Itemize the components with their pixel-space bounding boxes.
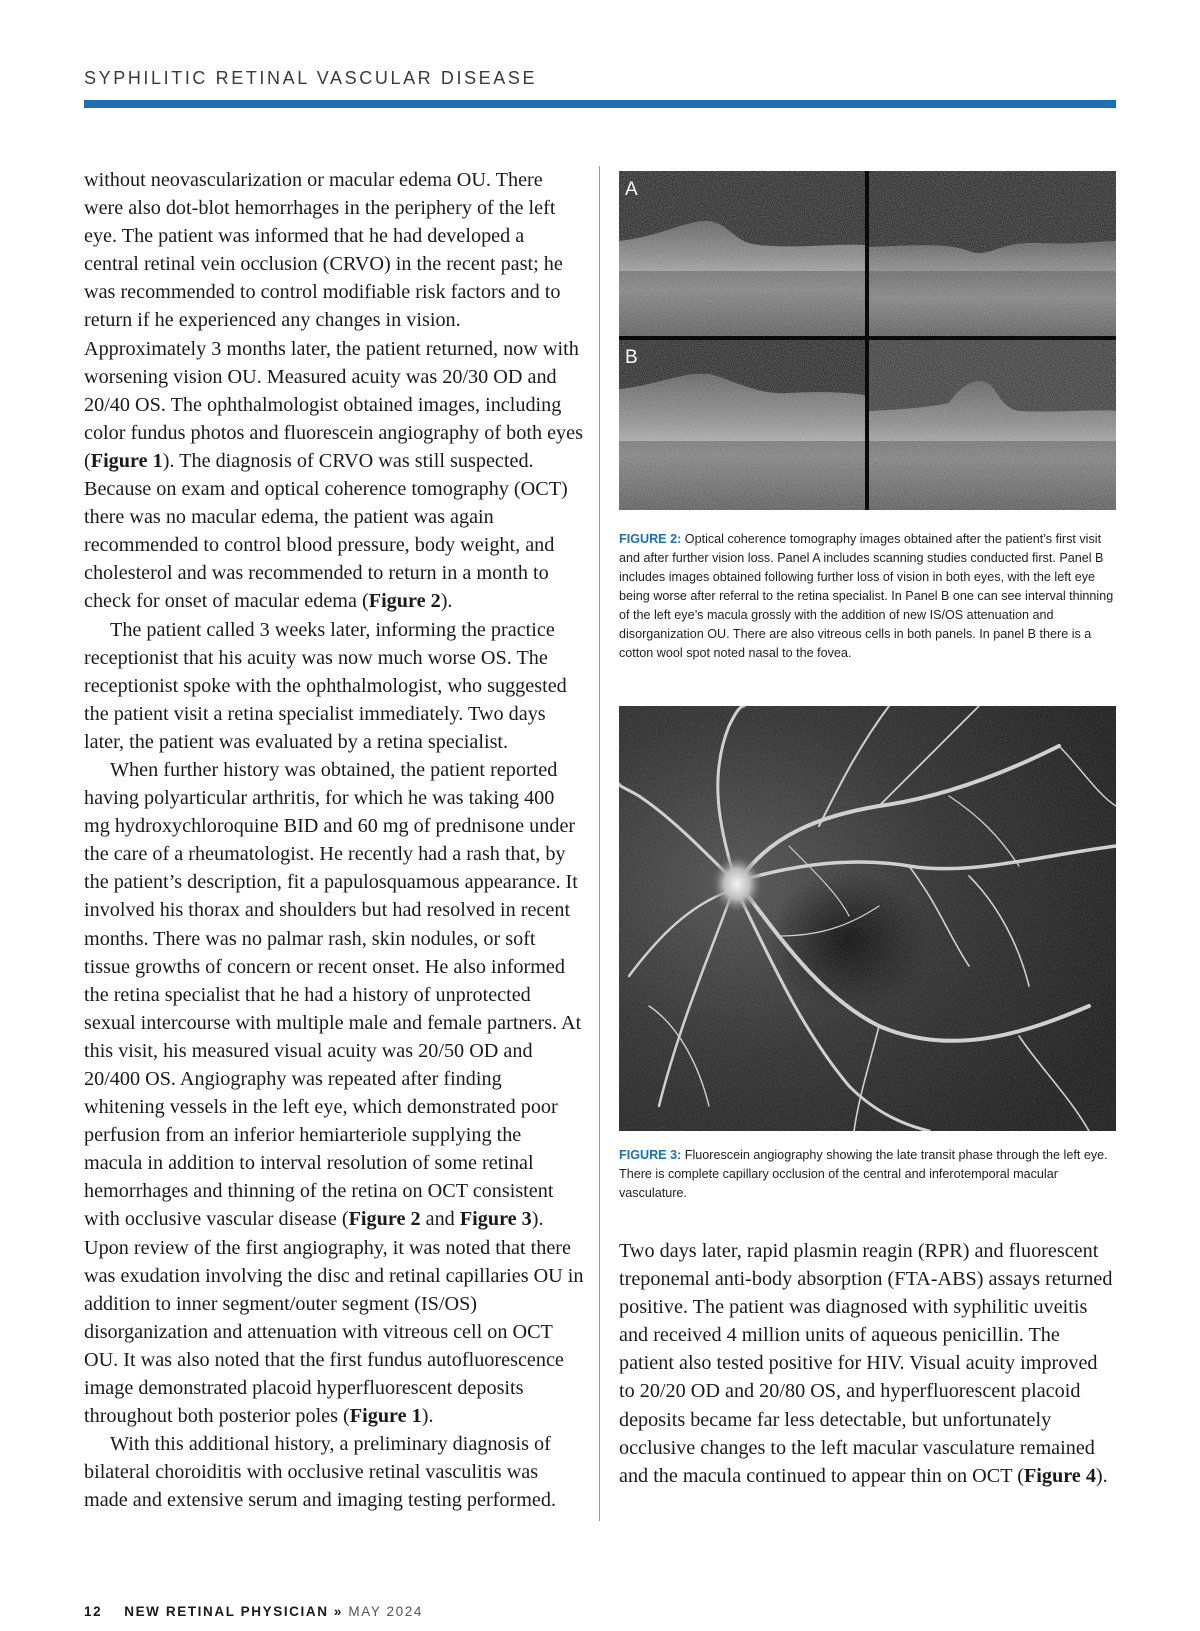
- figure-ref: Figure 2: [368, 590, 441, 613]
- paragraph: With this additional history, a preliminary diagnosis of bilateral choroiditis with occlusive retinal vasculitis was made and extensive serum and imaging testing performed.: [84, 1433, 557, 1512]
- paragraph: without neovascularization or macular edema OU. There were also dot-blot hemorrhages in the periphery of the left eye. The patient was informed that he had developed a central retinal vein occlusion (CRVO) in the recent past; he was recommended to control modifiable risk factors and to return if he experienced any changes in vision. Approximately 3 months later, the patient returned, now with worsening vision OU. Measured acuity was 20/30 OD and 20/40 OS. The ophthalmologist obtained images, including color fundus photos and fluorescein angiography of both eyes (Figure 1). The diagnosis of CRVO was still suspected. Because on exam and optical coherence tomography (OCT) there was no macular edema, the patient was again recommended to control blood pressure, body weight, and cholesterol and was recommended to return in a month to check for onset of macular edema (Figure 2).: [84, 169, 583, 613]
- figure-3-angiography-image: [619, 706, 1116, 1131]
- figure-ref: Figure 4: [1023, 1464, 1096, 1487]
- header-rule: [84, 100, 1116, 108]
- figure-2-caption: FIGURE 2: Optical coherence tomography images obtained after the patient’s first visit and after further vision loss. Panel A includes scanning studies conducted first. Panel B includes images obtained following further loss of vision in both eyes, with the left eye being worse after referral to the retina specialist. In Panel B one can see interval thinning of the left eye’s macula grossly with the addition of new IS/OS attenuation and disorganization OU. There are also vitreous cells in both panels. In panel B there is a cotton wool spot noted nasal to the fovea.: [619, 532, 1114, 660]
- page-number: 12: [84, 1604, 103, 1619]
- magazine-name: NEW RETINAL PHYSICIAN »: [124, 1604, 344, 1619]
- figure-ref: Figure 1: [90, 449, 163, 472]
- left-column: [84, 166, 584, 1515]
- paragraph: Two days later, rapid plasmin reagin (RPR) and fluorescent treponemal anti-body absorption (FTA-ABS) assays returned positive. The patient was diagnosed with syphilitic uveitis and received 4 million units of aqueous penicillin. The patient also tested positive for HIV. Visual acuity improved to 20/20 OD and 20/80 OS, and hyperfluorescent placoid deposits became far less detectable, but unfortunately occlusive changes to the left macular vasculature remained and the macula continued to appear thin on OCT (Figure 4).: [619, 1240, 1113, 1487]
- figure-2-oct-image: [619, 171, 1116, 510]
- paragraph: When further history was obtained, the patient reported having polyarticular arthritis, for which he was taking 400 mg hydroxychloroquine BID and 60 mg of prednisone under the care of a rheumatologist. He recently had a rash that, by the patient’s description, fit a papulosquamous appearance. It involved his thorax and shoulders but had resolved in recent months. There was no palmar rash, skin nodules, or soft tissue growths of concern or recent onset. He also informed the retina specialist that he had a history of unprotected sexual intercourse with multiple male and female partners. At this visit, his measured visual acuity was 20/50 OD and 20/400 OS. Angiography was repeated after finding whitening vessels in the left eye, which demonstrated poor perfusion from an inferior hemiarteriole supplying the macula in addition to interval resolution of some retinal hemorrhages and thinning of the retina on OCT consistent with occlusive vascular disease (Figure 2 and Figure 3). Upon review of the first angiography, it was noted that there was exudation involving the disc and retinal capillaries OU in addition to inner segment/outer segment (IS/OS) disorganization and attenuation with vitreous cell on OCT OU. It was also noted that the first fundus autofluorescence image demonstrated placoid hyperfluorescent deposits throughout both posterior poles (Figure 1).: [84, 758, 584, 1428]
- page-footer: [84, 1604, 423, 1619]
- figure-3-caption: FIGURE 3: Fluorescein angiography showing the late transit phase through the left eye. There is complete capillary occlusion of the central and inferotemporal macular vasculature.: [619, 1148, 1108, 1200]
- running-title: SYPHILITIC RETINAL VASCULAR DISEASE: [84, 68, 538, 88]
- figure-ref: Figure 2: [348, 1208, 421, 1231]
- right-column-text: [619, 1237, 1116, 1490]
- figure-ref: Figure 1: [349, 1405, 422, 1428]
- panel-a-label: A: [625, 179, 638, 200]
- column-divider: [599, 166, 600, 1521]
- figure-ref: Figure 3: [459, 1208, 532, 1231]
- issue-date: MAY 2024: [343, 1604, 423, 1619]
- paragraph: The patient called 3 weeks later, informing the practice receptionist that his acuity was now much worse OS. The receptionist spoke with the ophthalmologist, who suggested the patient visit a retina specialist immediately. Two days later, the patient was evaluated by a retina specialist.: [84, 618, 567, 753]
- panel-b-label: B: [625, 347, 638, 368]
